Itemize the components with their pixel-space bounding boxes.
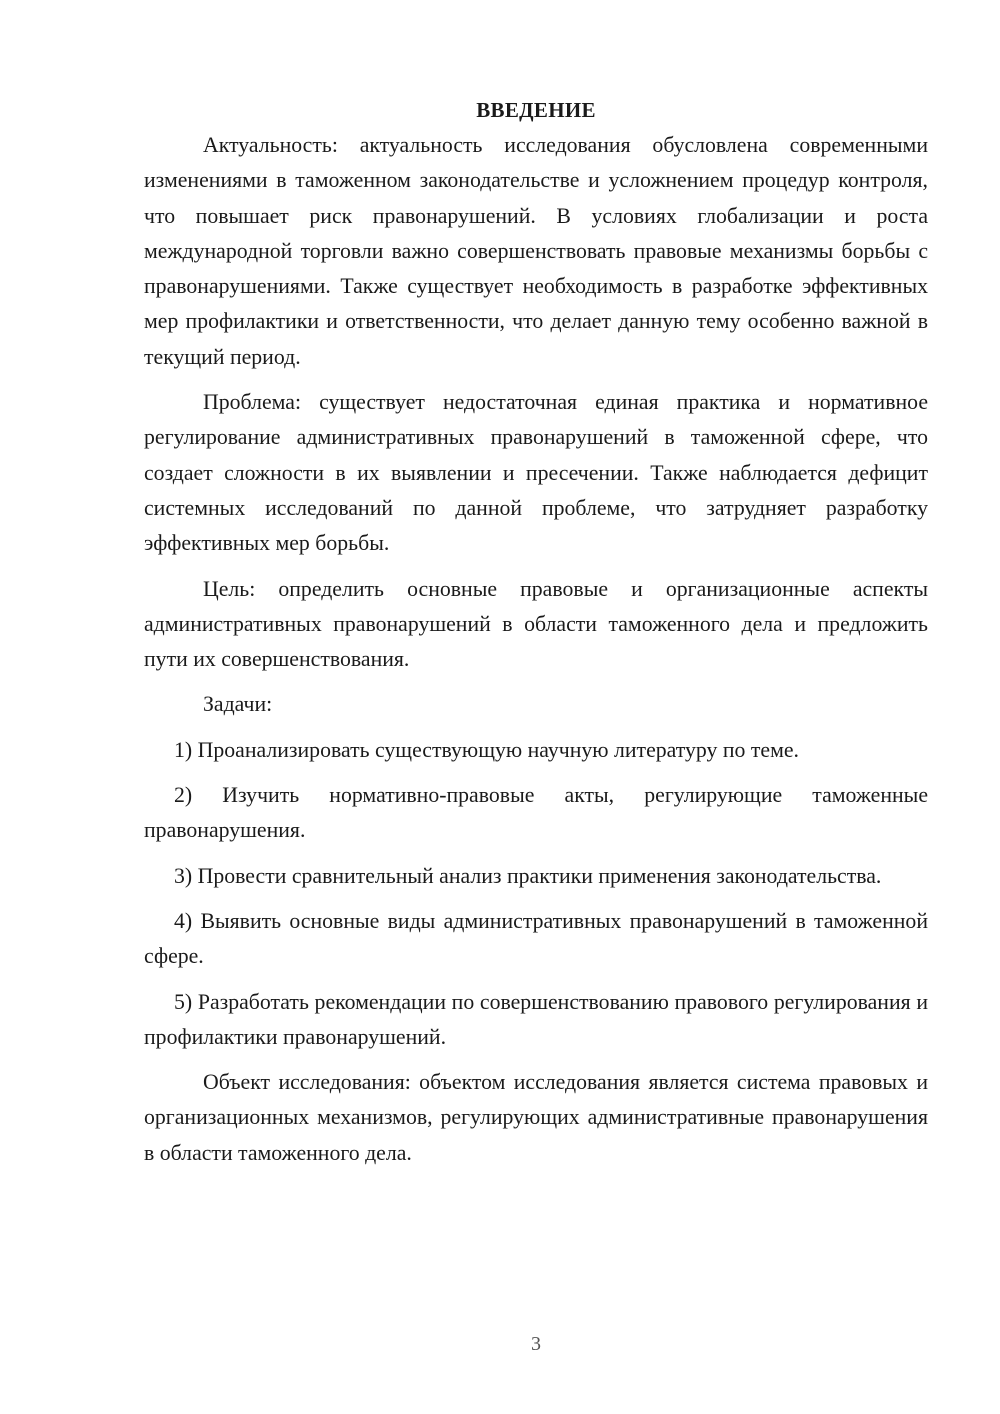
- task-item-2: 2) Изучить нормативно-правовые акты, регулирующие таможенные правонарушения.: [144, 783, 928, 843]
- page-body: [144, 93, 928, 1171]
- object-paragraph: Объект исследования: объектом исследования является система правовых и организационных механизмов, регулирующих административные правонарушения в области таможенного дела.: [144, 1070, 928, 1165]
- task-item-3: 3) Провести сравнительный анализ практики применения законодательства.: [174, 863, 882, 888]
- tasks-label: Задачи:: [203, 692, 273, 717]
- relevance-paragraph: Актуальность: актуальность исследования обусловлена современными изменениями в таможенном законодательстве и усложнением процедур контроля, что повышает риск правонарушений. В условиях глобализации и роста международной торговли важно совершенствовать правовые механизмы борьбы с правонарушениями. Также существует необходимость в разработке эффективных мер профилактики и ответственности, что делает данную тему особенно важной в текущий период.: [144, 133, 928, 369]
- task-item-1: 1) Проанализировать существующую научную литературу по теме.: [174, 737, 799, 762]
- section-heading: ВВЕДЕНИЕ: [476, 98, 596, 122]
- goal-paragraph: Цель: определить основные правовые и организационные аспекты административных правонарушений в области таможенного дела и предложить пути их совершенствования.: [144, 576, 928, 672]
- task-item-5: 5) Разработать рекомендации по совершенствованию правового регулирования и профилактики правонарушений.: [144, 989, 928, 1049]
- task-item-4: 4) Выявить основные виды административных правонарушений в таможенной сфере.: [144, 908, 928, 969]
- page-number: 3: [531, 1333, 541, 1355]
- problem-paragraph: Проблема: существует недостаточная единая практика и нормативное регулирование административных правонарушений в таможенной сфере, что создает сложности в их выявлении и пресечении. Также наблюдается дефицит системных исследований по данной проблеме, что затрудняет разработку эффективных мер борьбы.: [144, 390, 928, 556]
